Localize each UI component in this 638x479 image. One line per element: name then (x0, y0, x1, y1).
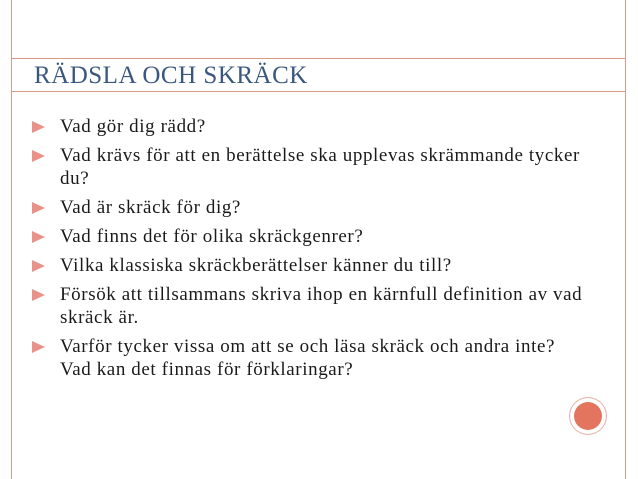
bullet-item (30, 196, 590, 219)
bullet-text: Försök att tillsammans skriva ihop en kärnfull definition av vad skräck är. (60, 284, 583, 328)
bullet-item (30, 283, 590, 329)
triangle-bullet-icon (32, 260, 45, 272)
bullet-text: Vad är skräck för dig? (60, 197, 241, 218)
bullet-text: Vad finns det för olika skräckgenrer? (60, 226, 364, 247)
bullet-item (30, 115, 590, 138)
triangle-bullet-icon (32, 202, 45, 214)
triangle-bullet-icon (32, 341, 45, 353)
decorative-circle-icon (570, 398, 606, 434)
bullet-item (30, 225, 590, 248)
triangle-bullet-icon (32, 289, 45, 301)
triangle-bullet-icon (32, 150, 45, 162)
bullet-text: Varför tycker vissa om att se och läsa skräck och andra inte? Vad kan det finnas för förklaringar? (60, 336, 556, 380)
bullet-text: Vad gör dig rädd? (60, 116, 206, 137)
slide-title: RÄDSLA OCH SKRÄCK (34, 62, 308, 89)
triangle-bullet-icon (32, 231, 45, 243)
bullet-item (30, 335, 590, 381)
title-rule-top (11, 58, 626, 59)
bullet-text: Vad krävs för att en berättelse ska upplevas skrämmande tycker du? (60, 145, 580, 189)
bullet-text: Vilka klassiska skräckberättelser känner du till? (60, 255, 452, 276)
triangle-bullet-icon (32, 121, 45, 133)
bullet-item (30, 144, 590, 190)
title-rule-bottom (11, 91, 626, 92)
bullet-item (30, 254, 590, 277)
bullet-list (30, 115, 590, 387)
